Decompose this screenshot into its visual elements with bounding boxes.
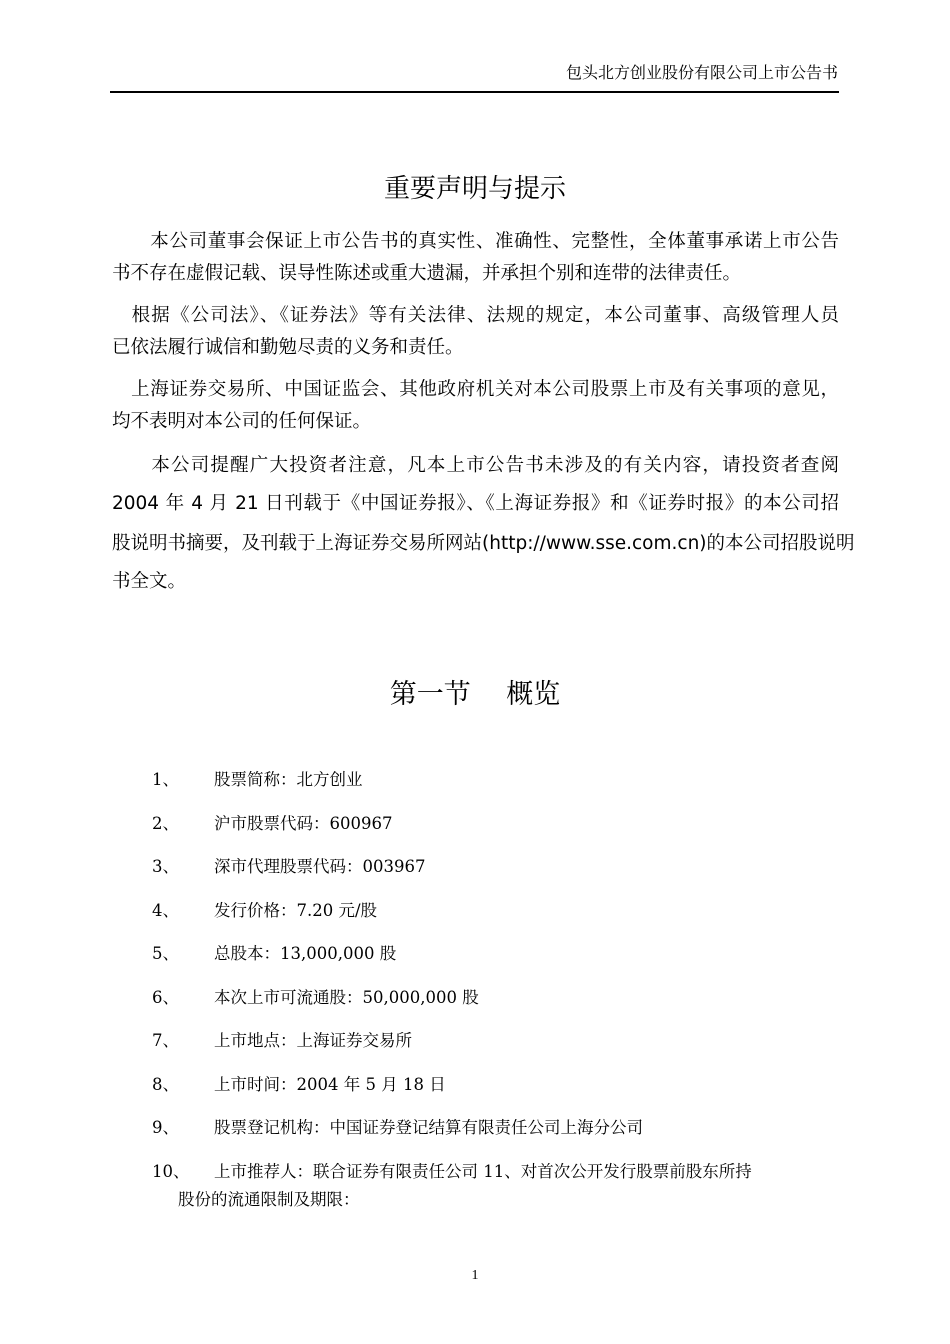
- paragraph-line: 2004 年 4 月 21 日刊载于《中国证券报》、《上海证券报》和《证券时报》的本公司招: [112, 493, 839, 514]
- section-title: 第一节 概览: [389, 679, 561, 710]
- item-number: 7、: [152, 1031, 179, 1050]
- item-text-continuation: 股份的流通限制及期限：: [178, 1190, 360, 1209]
- paragraph-line: 书不存在虚假记载、误导性陈述或重大遗漏，并承担个别和连带的法律责任。: [112, 263, 742, 284]
- item-number: 2、: [152, 814, 179, 833]
- item-text: 上市推荐人：联合证券有限责任公司 11、对首次公开发行股票前股东所持: [214, 1162, 752, 1181]
- paragraph-line: 均不表明对本公司的任何保证。: [112, 411, 372, 432]
- header-rule: [110, 91, 839, 93]
- item-text: 股票简称：北方创业: [214, 770, 363, 789]
- paragraph-line: 上海证券交易所、中国证监会、其他政府机关对本公司股票上市及有关事项的意见，: [112, 379, 839, 400]
- paragraph-line: 书全文。: [112, 571, 187, 592]
- item-text: 上市时间：2004 年 5 月 18 日: [214, 1075, 446, 1094]
- item-number: 6、: [152, 988, 179, 1007]
- item-number: 9、: [152, 1118, 179, 1137]
- page-title: 重要声明与提示: [383, 174, 566, 204]
- running-header: 包头北方创业股份有限公司上市公告书: [565, 63, 838, 82]
- item-text: 深市代理股票代码：003967: [214, 857, 426, 876]
- page-number: 1: [471, 1268, 479, 1283]
- item-number: 3、: [152, 857, 179, 876]
- item-text: 股票登记机构：中国证券登记结算有限责任公司上海分公司: [214, 1118, 643, 1137]
- paragraph-line: 根据《公司法》、《证券法》等有关法律、法规的规定，本公司董事、高级管理人员: [112, 305, 839, 326]
- item-text: 本次上市可流通股：50,000,000 股: [214, 988, 479, 1007]
- item-text: 发行价格：7.20 元/股: [214, 901, 378, 920]
- item-number: 5、: [152, 944, 179, 963]
- paragraph-line: 股说明书摘要，及刊载于上海证券交易所网站(http://www.sse.com.cn)的本公司招股说明: [112, 533, 855, 554]
- item-text: 上市地点：上海证券交易所: [214, 1031, 412, 1050]
- item-number: 10、: [152, 1162, 190, 1181]
- paragraph-line: 本公司提醒广大投资者注意，凡本上市公告书未涉及的有关内容，请投资者查阅: [112, 455, 839, 476]
- item-text: 总股本：13,000,000 股: [214, 944, 397, 963]
- paragraph-line: 已依法履行诚信和勤勉尽责的义务和责任。: [112, 337, 464, 358]
- paragraph-line: 本公司董事会保证上市公告书的真实性、准确性、完整性，全体董事承诺上市公告: [112, 231, 839, 252]
- item-number: 4、: [152, 901, 179, 920]
- item-text: 沪市股票代码：600967: [214, 814, 393, 833]
- item-number: 1、: [152, 770, 179, 789]
- item-number: 8、: [152, 1075, 179, 1094]
